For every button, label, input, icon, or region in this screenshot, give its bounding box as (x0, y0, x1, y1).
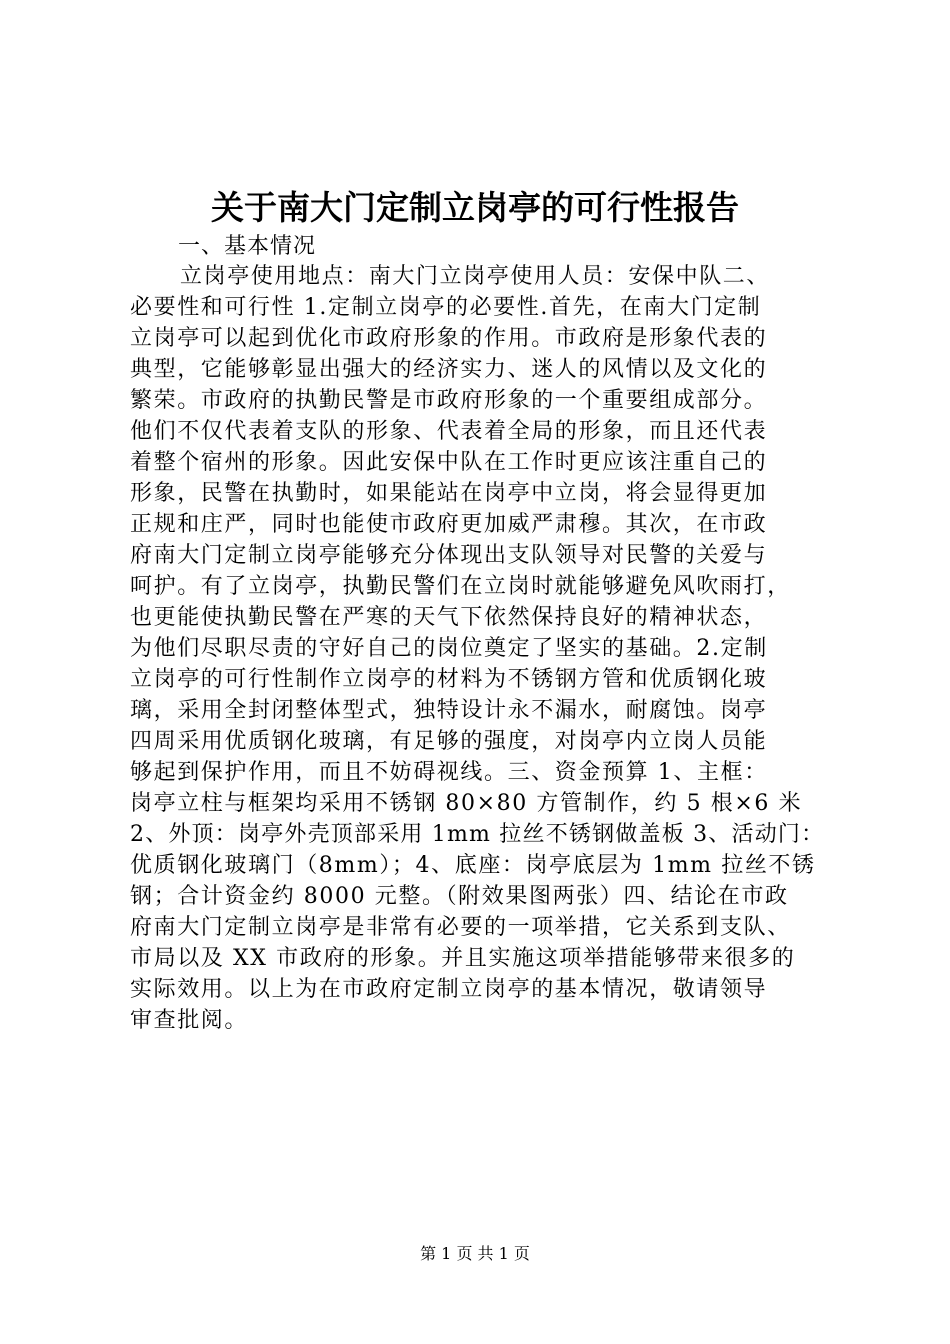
body-line: 繁荣。市政府的执勤民警是市政府形象的一个重要组成部分。 (130, 388, 768, 413)
body-line: 立岗亭使用地点：南大门立岗亭使用人员：安保中队二、 (180, 264, 771, 289)
body-line: 呵护。有了立岗亭，执勤民警们在立岗时就能够避免风吹雨打， (130, 574, 791, 599)
body-line: 府南大门定制立岗亭能够充分体现出支队领导对民警的关爱与 (130, 543, 768, 568)
body-line: 2、外顶：岗亭外壳顶部采用 1mm 拉丝不锈钢做盖板 3、活动门： (130, 822, 825, 847)
body-paragraph (130, 261, 830, 1036)
body-line: 典型，它能够彰显出强大的经济实力、迷人的风情以及文化的 (130, 357, 768, 382)
body-line: 为他们尽职尽责的守好自己的岗位奠定了坚实的基础。2.定制 (130, 636, 768, 661)
body-line: 他们不仅代表着支队的形象、代表着全局的形象，而且还代表 (130, 419, 768, 444)
document-title: 关于南大门定制立岗亭的可行性报告 (211, 188, 739, 227)
page-number-footer: 第 1 页 共 1 页 (420, 1244, 530, 1263)
body-line: 市局以及 XX 市政府的形象。并且实施这项举措能够带来很多的 (130, 946, 796, 971)
body-line: 立岗亭的可行性制作立岗亭的材料为不锈钢方管和优质钢化玻 (130, 667, 768, 692)
section-heading: 一、基本情况 (178, 234, 317, 259)
body-line: 形象，民警在执勤时，如果能站在岗亭中立岗，将会显得更加 (130, 481, 768, 506)
body-line: 正规和庄严，同时也能使市政府更加威严肃穆。其次，在市政 (130, 512, 768, 537)
body-line: 够起到保护作用，而且不妨碍视线。三、资金预算 1、主框： (130, 760, 768, 785)
body-line: 钢；合计资金约 8000 元整。（附效果图两张）四、结论在市政 (130, 884, 789, 909)
body-line: 也更能使执勤民警在严寒的天气下依然保持良好的精神状态， (130, 605, 768, 630)
body-line: 必要性和可行性 1.定制立岗亭的必要性.首先，在南大门定制 (130, 295, 762, 320)
body-line: 府南大门定制立岗亭是非常有必要的一项举措，它关系到支队、 (130, 915, 791, 940)
body-line: 立岗亭可以起到优化市政府形象的作用。市政府是形象代表的 (130, 326, 768, 351)
body-line: 璃，采用全封闭整体型式，独特设计永不漏水，耐腐蚀。岗亭 (130, 698, 768, 723)
body-line: 岗亭立柱与框架均采用不锈钢 80×80 方管制作，约 5 根×6 米 (130, 791, 803, 816)
body-line: 优质钢化玻璃门（8mm）；4、底座：岗亭底层为 1mm 拉丝不锈 (130, 853, 816, 878)
body-line: 四周采用优质钢化玻璃，有足够的强度，对岗亭内立岗人员能 (130, 729, 768, 754)
body-line: 审查批阅。 (130, 1008, 249, 1033)
body-line: 着整个宿州的形象。因此安保中队在工作时更应该注重自己的 (130, 450, 768, 475)
body-line: 实际效用。以上为在市政府定制立岗亭的基本情况，敬请领导 (130, 977, 768, 1002)
